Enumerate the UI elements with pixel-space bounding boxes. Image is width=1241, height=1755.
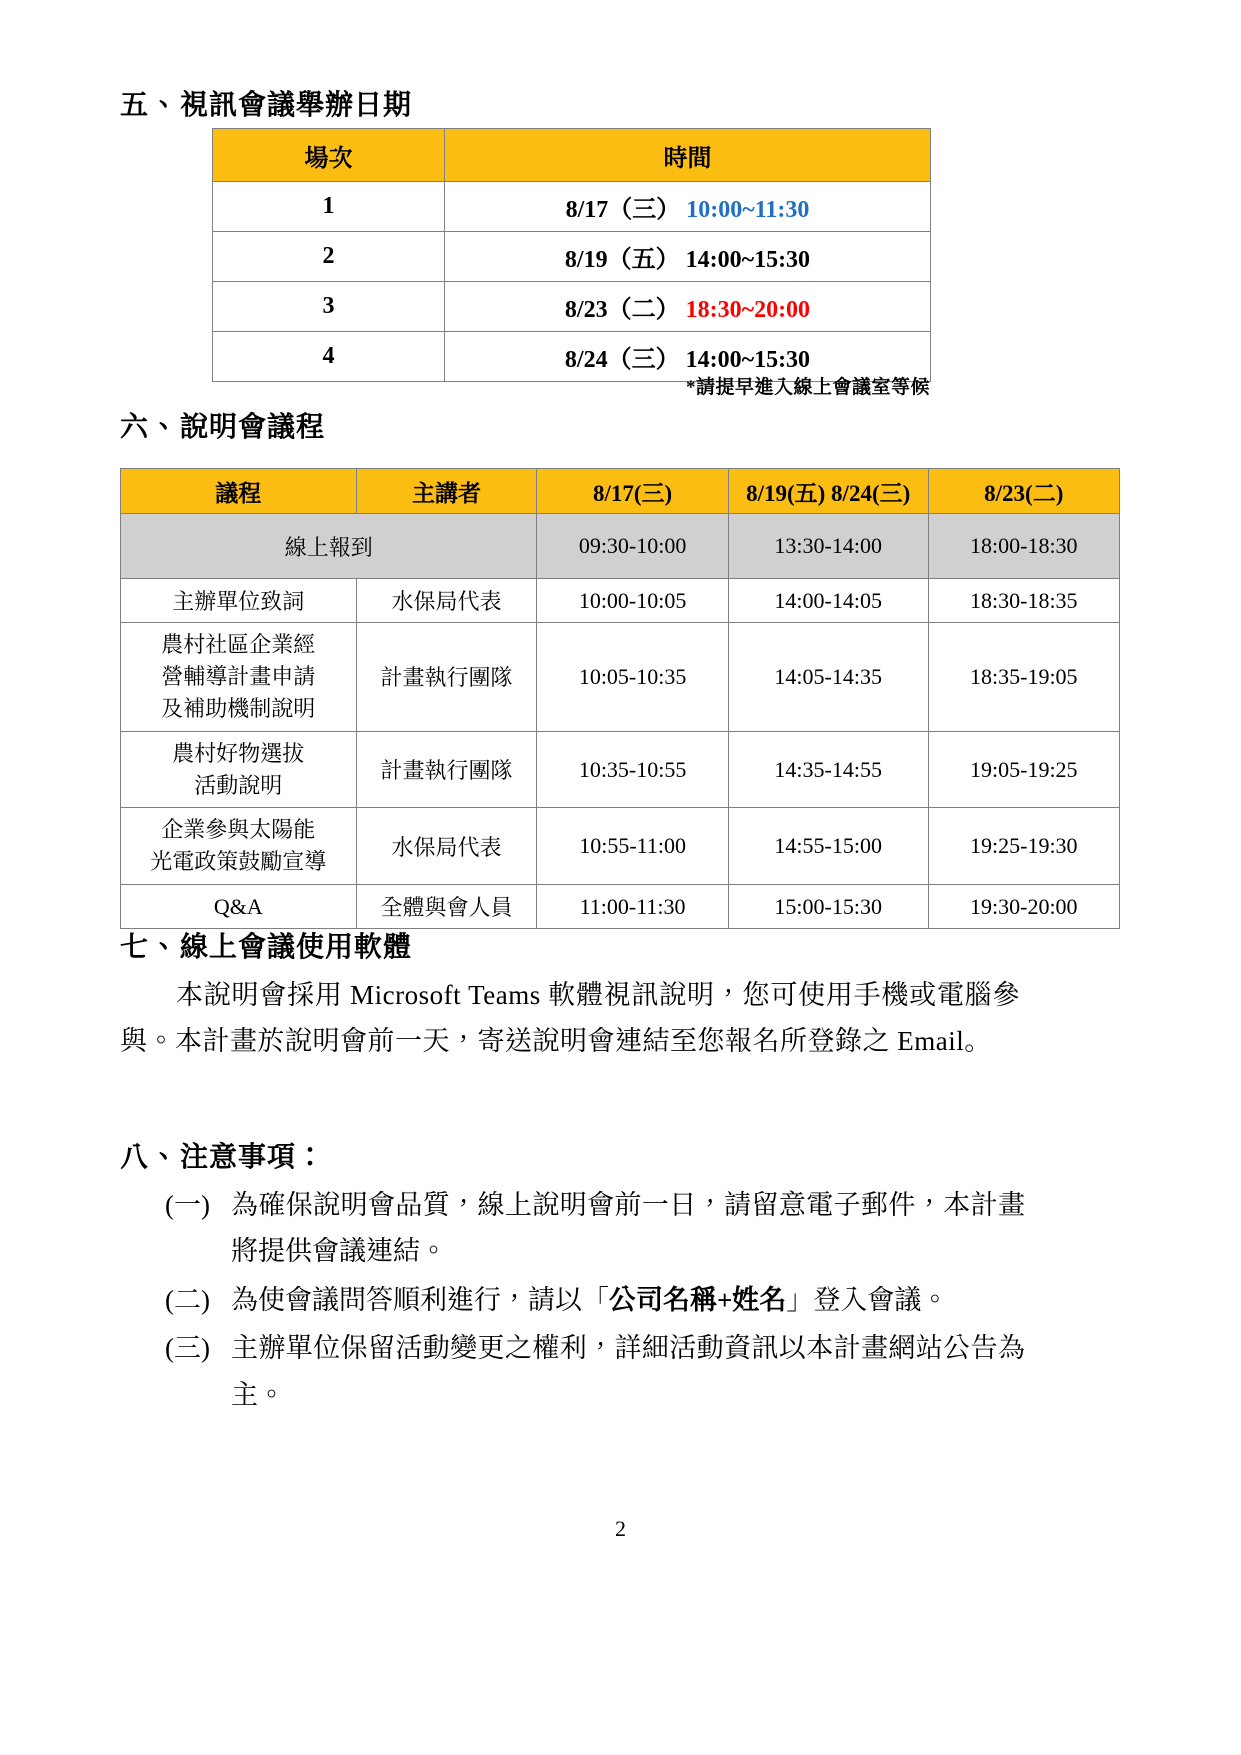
notice-text-bold: 公司名稱+姓名 xyxy=(609,1284,787,1315)
section-six-title: 說明會議程 xyxy=(180,412,326,443)
agenda-topic-line: 活動說明 xyxy=(194,772,283,798)
section-eight-title: 注意事項： xyxy=(180,1142,326,1173)
schedule-header-time: 時間 xyxy=(445,129,931,182)
agenda-time-3: 19:30-20:00 xyxy=(928,885,1119,929)
section-six-number: 六、 xyxy=(120,412,181,443)
schedule-table xyxy=(212,128,931,382)
agenda-speaker: 計畫執行團隊 xyxy=(356,623,537,732)
schedule-time xyxy=(445,282,931,332)
agenda-speaker: 全體與會人員 xyxy=(356,885,537,929)
agenda-time-1: 10:55-11:00 xyxy=(537,808,728,885)
agenda-header-topic: 議程 xyxy=(121,469,357,514)
agenda-time-2: 15:00-15:30 xyxy=(728,885,928,929)
agenda-time-3: 19:25-19:30 xyxy=(928,808,1119,885)
schedule-time-range: 14:00~15:30 xyxy=(685,347,811,373)
agenda-speaker: 計畫執行團隊 xyxy=(356,731,537,808)
agenda-topic: 主辦單位致詞 xyxy=(121,579,357,623)
section-five-title: 視訊會議舉辦日期 xyxy=(180,90,413,121)
table-row xyxy=(121,579,1120,623)
agenda-time-3: 19:05-19:25 xyxy=(928,731,1119,808)
table-row xyxy=(121,623,1120,732)
agenda-header-speaker: 主講者 xyxy=(356,469,537,514)
notice-marker: (三) xyxy=(165,1333,210,1364)
section-eight-heading xyxy=(120,1140,325,1175)
table-row xyxy=(213,232,931,282)
agenda-topic-line: 農村社區企業經 xyxy=(161,632,316,657)
schedule-note: *請提早進入線上會議室等候 xyxy=(685,377,930,398)
agenda-header-date-1: 8/17(三) xyxy=(537,469,728,514)
agenda-checkin-time-2: 13:30-14:00 xyxy=(728,514,928,579)
agenda-time-2: 14:00-14:05 xyxy=(728,579,928,623)
table-header-row xyxy=(213,129,931,182)
agenda-topic xyxy=(121,623,357,732)
agenda-time-3: 18:30-18:35 xyxy=(928,579,1119,623)
agenda-time-1: 10:00-10:05 xyxy=(537,579,728,623)
section-six-heading xyxy=(120,410,325,445)
agenda-topic-line: 及補助機制說明 xyxy=(161,695,316,721)
schedule-time-range: 14:00~15:30 xyxy=(685,247,811,273)
agenda-topic-line: 光電政策鼓勵宣導 xyxy=(150,849,327,875)
schedule-date: 8/24（三） xyxy=(564,347,680,373)
agenda-time-2: 14:55-15:00 xyxy=(728,808,928,885)
schedule-session: 1 xyxy=(213,182,445,232)
table-row xyxy=(213,282,931,332)
list-item xyxy=(165,1277,1025,1323)
agenda-time-1: 10:05-10:35 xyxy=(537,623,728,732)
list-item xyxy=(165,1325,1025,1418)
page-number: 2 xyxy=(615,1516,626,1541)
agenda-checkin-time-1: 09:30-10:00 xyxy=(537,514,728,579)
notice-marker: (二) xyxy=(165,1284,210,1315)
list-item xyxy=(165,1182,1025,1275)
notice-marker: (一) xyxy=(165,1190,210,1220)
notice-text-before: 主辦單位保留活動變更之權利，詳細活動資訊以本計畫網站公告為主。 xyxy=(231,1333,1025,1410)
section-seven-heading xyxy=(120,930,412,965)
section-five-number: 五、 xyxy=(120,90,181,121)
agenda-checkin-time-3: 18:00-18:30 xyxy=(928,514,1119,579)
agenda-time-3: 18:35-19:05 xyxy=(928,623,1119,732)
agenda-topic xyxy=(121,808,357,885)
agenda-header-date-2: 8/19(五) 8/24(三) xyxy=(728,469,928,514)
table-row xyxy=(121,885,1120,929)
schedule-time xyxy=(445,232,931,282)
agenda-checkin-row xyxy=(121,514,1120,579)
notice-list xyxy=(165,1182,1025,1420)
schedule-date: 8/23（二） xyxy=(564,297,680,323)
schedule-session: 4 xyxy=(213,332,445,382)
schedule-time xyxy=(445,182,931,232)
agenda-table xyxy=(120,468,1120,929)
table-row xyxy=(121,731,1120,808)
schedule-time-range: 18:30~20:00 xyxy=(685,297,811,323)
section-seven-body: 本說明會採用 Microsoft Teams 軟體視訊說明，您可使用手機或電腦參與。本計畫於說明會前一天，寄送說明會連結至您報名所登錄之 Email。 xyxy=(120,980,1020,1057)
table-row xyxy=(213,182,931,232)
agenda-time-1: 10:35-10:55 xyxy=(537,731,728,808)
notice-text xyxy=(231,1182,1025,1275)
agenda-checkin-label: 線上報到 xyxy=(121,514,537,579)
agenda-topic-line: 企業參與太陽能 xyxy=(161,817,316,843)
agenda-speaker: 水保局代表 xyxy=(356,808,537,885)
agenda-time-2: 14:35-14:55 xyxy=(728,731,928,808)
agenda-topic-line: 農村好物選拔 xyxy=(172,740,305,766)
notice-text xyxy=(231,1325,1025,1418)
agenda-time-2: 14:05-14:35 xyxy=(728,623,928,732)
agenda-topic-line: 營輔導計畫申請 xyxy=(161,663,316,689)
schedule-session: 2 xyxy=(213,232,445,282)
notice-text xyxy=(231,1277,1025,1323)
schedule-session: 3 xyxy=(213,282,445,332)
agenda-time-1: 11:00-11:30 xyxy=(537,885,728,929)
schedule-date: 8/17（三） xyxy=(565,197,681,223)
section-five-heading xyxy=(120,88,412,123)
notice-text-before: 為確保說明會品質，線上說明會前一日，請留意電子郵件，本計畫將提供會議連結。 xyxy=(231,1190,1025,1267)
schedule-date: 8/19（五） xyxy=(564,247,680,273)
agenda-topic xyxy=(121,731,357,808)
agenda-speaker: 水保局代表 xyxy=(356,579,537,623)
section-eight-number: 八、 xyxy=(120,1142,181,1173)
schedule-time-range: 10:00~11:30 xyxy=(686,197,810,223)
agenda-topic: Q&A xyxy=(121,885,357,929)
notice-text-before: 為使會議問答順利進行，請以「 xyxy=(231,1284,609,1315)
schedule-header-session: 場次 xyxy=(213,129,445,182)
agenda-header-date-3: 8/23(二) xyxy=(928,469,1119,514)
section-seven-number: 七、 xyxy=(120,932,181,963)
section-seven-title: 線上會議使用軟體 xyxy=(180,932,413,963)
table-header-row xyxy=(121,469,1120,514)
notice-text-after: 」登入會議。 xyxy=(786,1284,949,1315)
table-row xyxy=(121,808,1120,885)
